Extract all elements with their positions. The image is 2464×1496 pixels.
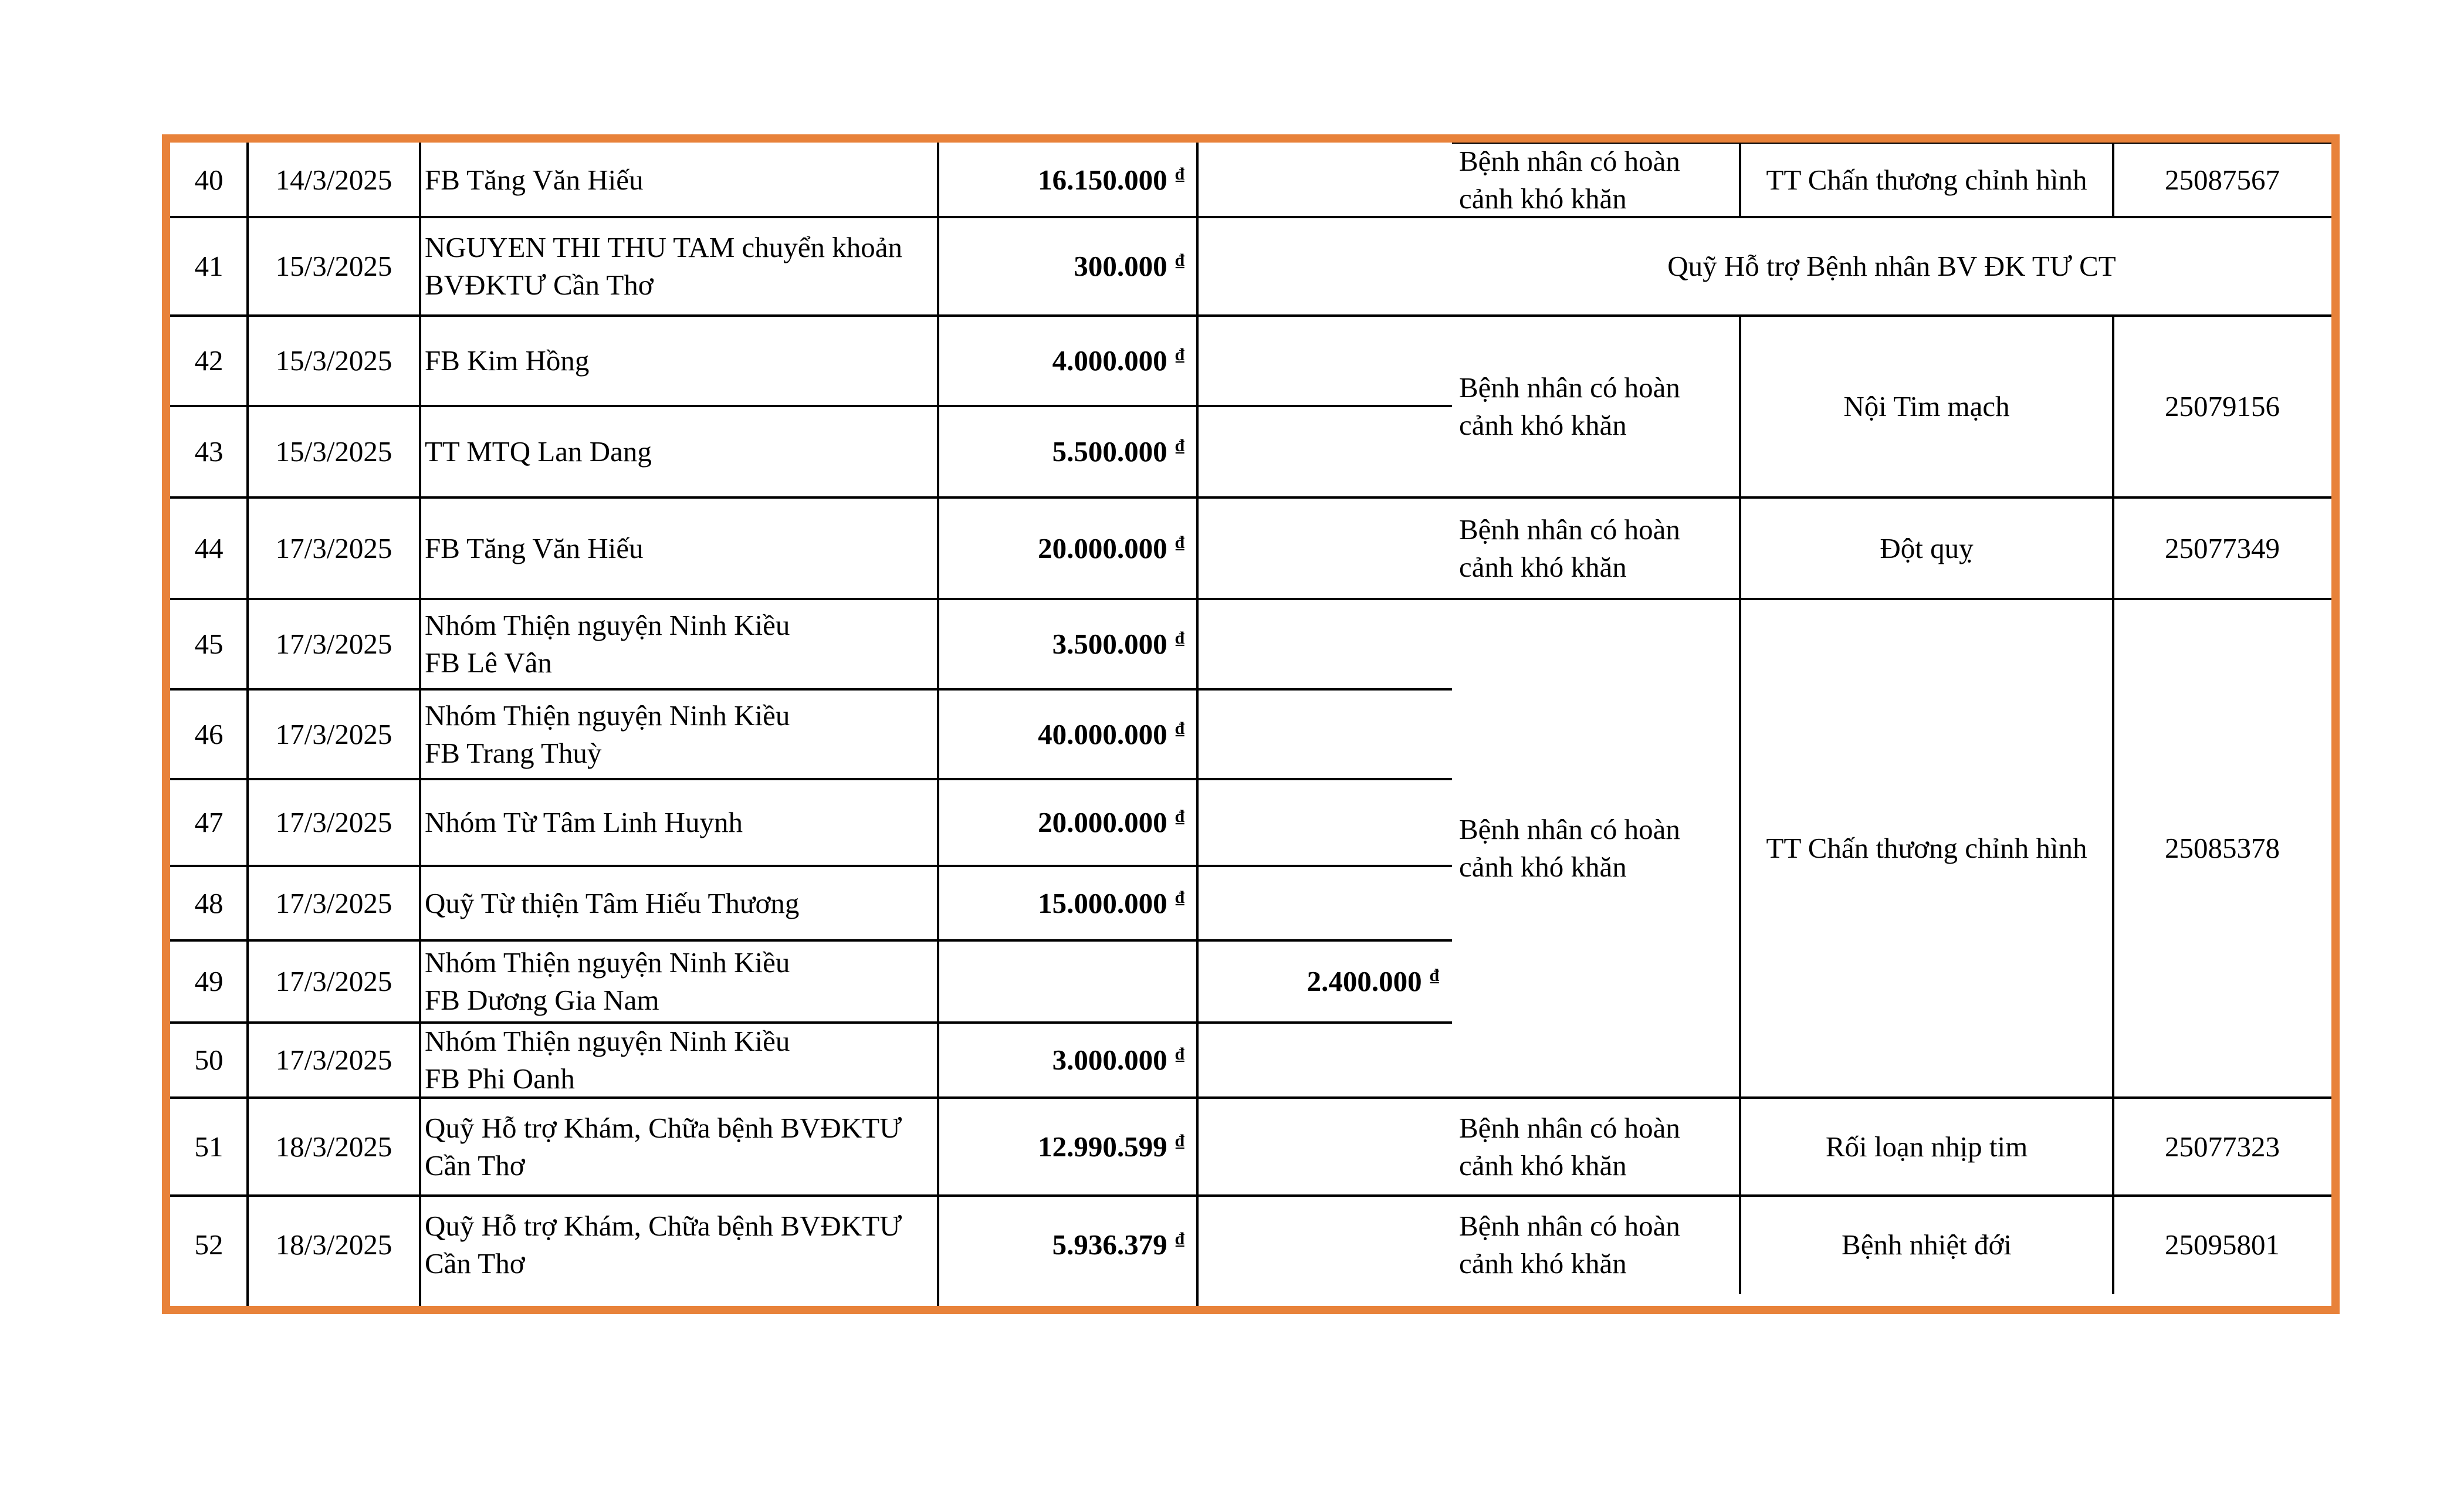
donation-date: 17/3/2025 bbox=[275, 965, 392, 997]
amount-other bbox=[1197, 143, 1452, 217]
row-number: 48 bbox=[194, 886, 224, 919]
amount-cash bbox=[938, 1098, 1197, 1196]
donor-name bbox=[420, 1023, 938, 1098]
patient-code: 25085378 bbox=[2165, 832, 2280, 864]
donor-name-line: FB Tăng Văn Hiếu bbox=[425, 163, 644, 196]
donation-date: 14/3/2025 bbox=[275, 163, 392, 196]
currency-symbol: ₫ bbox=[1175, 628, 1184, 648]
donor-name bbox=[420, 599, 938, 689]
amount-cash bbox=[938, 1023, 1197, 1098]
patient-target-line: Bệnh nhân có hoàn bbox=[1459, 1210, 1680, 1242]
amount-cash bbox=[938, 940, 1197, 1023]
donation-date: 18/3/2025 bbox=[275, 1130, 392, 1163]
department: Nội Tim mạch bbox=[1843, 390, 2010, 422]
donor-name bbox=[420, 143, 938, 217]
donor-name-line: FB Dương Gia Nam bbox=[425, 984, 659, 1016]
amount-other bbox=[1197, 689, 1452, 779]
amount-cash bbox=[938, 217, 1197, 316]
patient-target bbox=[1454, 1196, 1740, 1294]
donor-name bbox=[420, 497, 938, 599]
donor-name-line: FB Kim Hồng bbox=[425, 344, 590, 377]
amount-other bbox=[1197, 316, 1452, 406]
donor-name-line: BVĐKTƯ Cần Thơ bbox=[425, 269, 654, 301]
amount-value: 40.000.000 bbox=[1038, 717, 1167, 750]
patient-code: 25077349 bbox=[2165, 532, 2280, 564]
amount-other bbox=[1197, 217, 1452, 316]
amount-cash bbox=[938, 779, 1197, 866]
amount-other bbox=[1197, 866, 1452, 940]
donation-date: 15/3/2025 bbox=[275, 344, 392, 377]
donor-name bbox=[420, 779, 938, 866]
row-number: 49 bbox=[194, 965, 224, 997]
currency-symbol: ₫ bbox=[1175, 718, 1184, 738]
currency-symbol: ₫ bbox=[1175, 251, 1184, 270]
donor-name bbox=[420, 940, 938, 1023]
department: TT Chấn thương chỉnh hình bbox=[1766, 163, 2087, 196]
department: TT Chấn thương chỉnh hình bbox=[1766, 832, 2087, 864]
donation-date: 15/3/2025 bbox=[275, 250, 392, 282]
amount-value: 20.000.000 bbox=[1038, 806, 1167, 838]
amount-value: 2.400.000 bbox=[1307, 965, 1422, 997]
amount-cash bbox=[938, 1196, 1197, 1294]
amount-value: 16.150.000 bbox=[1038, 163, 1167, 196]
amount-other bbox=[1197, 940, 1452, 1023]
amount-other bbox=[1197, 1023, 1452, 1098]
donor-name-line: FB Trang Thuỳ bbox=[425, 736, 602, 769]
currency-symbol: ₫ bbox=[1175, 532, 1184, 552]
patient-code: 25079156 bbox=[2165, 390, 2280, 422]
amount-cash bbox=[938, 143, 1197, 217]
patient-target-line: Bệnh nhân có hoàn bbox=[1459, 513, 1680, 546]
patient-target-line: Bệnh nhân có hoàn bbox=[1459, 1111, 1680, 1144]
amount-other bbox=[1197, 497, 1452, 599]
currency-symbol: ₫ bbox=[1175, 887, 1184, 907]
currency-symbol: ₫ bbox=[1175, 436, 1184, 455]
donation-table bbox=[162, 134, 2340, 1314]
currency-symbol: ₫ bbox=[1175, 1229, 1184, 1248]
amount-value: 3.500.000 bbox=[1052, 628, 1167, 660]
patient-target-line: cảnh khó khăn bbox=[1459, 550, 1627, 583]
patient-code: 25087567 bbox=[2165, 163, 2280, 196]
donor-name bbox=[420, 406, 938, 497]
amount-cash bbox=[938, 866, 1197, 940]
row-number: 45 bbox=[194, 628, 224, 660]
donor-name bbox=[420, 1098, 938, 1196]
donor-name-line: Cần Thơ bbox=[425, 1149, 525, 1182]
donor-name bbox=[420, 1196, 938, 1294]
donor-name bbox=[420, 217, 938, 316]
amount-value: 20.000.000 bbox=[1038, 532, 1167, 564]
amount-value: 4.000.000 bbox=[1052, 344, 1167, 377]
currency-symbol: ₫ bbox=[1175, 1131, 1184, 1150]
currency-symbol: ₫ bbox=[1175, 1044, 1184, 1064]
amount-value: 300.000 bbox=[1074, 250, 1167, 282]
patient-target-line: Bệnh nhân có hoàn bbox=[1459, 813, 1680, 845]
donor-name-line: Cần Thơ bbox=[425, 1247, 525, 1280]
row-number: 51 bbox=[194, 1130, 224, 1163]
patient-target-line: Bệnh nhân có hoàn bbox=[1459, 371, 1680, 404]
patient-target-line: Bệnh nhân có hoàn bbox=[1459, 144, 1680, 177]
amount-cash bbox=[938, 599, 1197, 689]
patient-target bbox=[1454, 497, 1740, 599]
donor-name-line: FB Tăng Văn Hiếu bbox=[425, 532, 644, 564]
donor-name bbox=[420, 866, 938, 940]
donation-date: 17/3/2025 bbox=[275, 717, 392, 750]
donor-name bbox=[420, 316, 938, 406]
patient-code: 25095801 bbox=[2165, 1228, 2280, 1261]
donor-name-line: Quỹ Hỗ trợ Khám, Chữa bệnh BVĐKTƯ bbox=[425, 1111, 902, 1144]
amount-other bbox=[1197, 1196, 1452, 1294]
donation-date: 17/3/2025 bbox=[275, 1044, 392, 1076]
patient-code: 25077323 bbox=[2165, 1130, 2280, 1163]
donation-date: 17/3/2025 bbox=[275, 886, 392, 919]
amount-value: 5.936.379 bbox=[1052, 1228, 1167, 1261]
row-number: 41 bbox=[194, 250, 224, 282]
donor-name-line: Nhóm Thiện nguyện Ninh Kiều bbox=[425, 609, 790, 641]
donor-name-line: Nhóm Thiện nguyện Ninh Kiều bbox=[425, 699, 790, 732]
amount-cash bbox=[938, 497, 1197, 599]
row-number: 52 bbox=[194, 1228, 224, 1261]
donation-date: 15/3/2025 bbox=[275, 435, 392, 468]
donor-name-line: FB Lê Vân bbox=[425, 647, 552, 679]
amount-other bbox=[1197, 406, 1452, 497]
row-number: 43 bbox=[194, 435, 224, 468]
amount-value: 5.500.000 bbox=[1052, 435, 1167, 468]
patient-target-line: cảnh khó khăn bbox=[1459, 182, 1627, 215]
patient-target-line: cảnh khó khăn bbox=[1459, 1247, 1627, 1280]
donation-date: 18/3/2025 bbox=[275, 1228, 392, 1261]
currency-symbol: ₫ bbox=[1175, 345, 1184, 364]
amount-cash bbox=[938, 406, 1197, 497]
amount-cash bbox=[938, 316, 1197, 406]
amount-cash bbox=[938, 689, 1197, 779]
department: Đột quỵ bbox=[1880, 532, 1974, 564]
department: Rối loạn nhịp tim bbox=[1825, 1130, 2028, 1163]
donor-name-line: NGUYEN THI THU TAM chuyển khoản bbox=[425, 231, 903, 263]
patient-target-line: cảnh khó khăn bbox=[1459, 409, 1627, 441]
donor-name-line: Quỹ Hỗ trợ Khám, Chữa bệnh BVĐKTƯ bbox=[425, 1210, 902, 1242]
row-number: 46 bbox=[194, 717, 224, 750]
donor-name-line: Quỹ Từ thiện Tâm Hiếu Thương bbox=[425, 886, 800, 919]
currency-symbol: ₫ bbox=[1175, 164, 1184, 184]
donor-name-line: Nhóm Từ Tâm Linh Huynh bbox=[425, 806, 743, 838]
fund-name: Quỹ Hỗ trợ Bệnh nhân BV ĐK TƯ CT bbox=[1667, 250, 2116, 282]
row-number: 40 bbox=[194, 163, 224, 196]
row-number: 42 bbox=[194, 344, 224, 377]
currency-symbol: ₫ bbox=[1175, 807, 1184, 826]
amount-other bbox=[1197, 779, 1452, 866]
donation-date: 17/3/2025 bbox=[275, 628, 392, 660]
donor-name bbox=[420, 689, 938, 779]
patient-target-line: cảnh khó khăn bbox=[1459, 1149, 1627, 1182]
row-number: 47 bbox=[194, 806, 224, 838]
donation-date: 17/3/2025 bbox=[275, 806, 392, 838]
donation-date: 17/3/2025 bbox=[275, 532, 392, 564]
department: Bệnh nhiệt đới bbox=[1842, 1228, 2012, 1261]
amount-value: 3.000.000 bbox=[1052, 1044, 1167, 1076]
patient-target bbox=[1454, 316, 1740, 497]
patient-target bbox=[1454, 143, 1740, 217]
amount-value: 15.000.000 bbox=[1038, 886, 1167, 919]
row-number: 50 bbox=[194, 1044, 224, 1076]
amount-value: 12.990.599 bbox=[1038, 1130, 1167, 1163]
donor-name-line: Nhóm Thiện nguyện Ninh Kiều bbox=[425, 946, 790, 979]
patient-target bbox=[1454, 599, 1740, 1098]
patient-target-line: cảnh khó khăn bbox=[1459, 851, 1627, 883]
donor-name-line: TT MTQ Lan Dang bbox=[425, 435, 652, 468]
row-number: 44 bbox=[194, 532, 224, 564]
currency-symbol: ₫ bbox=[1430, 966, 1439, 985]
donor-name-line: Nhóm Thiện nguyện Ninh Kiều bbox=[425, 1025, 790, 1057]
patient-target bbox=[1454, 1098, 1740, 1196]
amount-other bbox=[1197, 1098, 1452, 1196]
amount-other bbox=[1197, 599, 1452, 689]
donor-name-line: FB Phi Oanh bbox=[425, 1062, 575, 1095]
